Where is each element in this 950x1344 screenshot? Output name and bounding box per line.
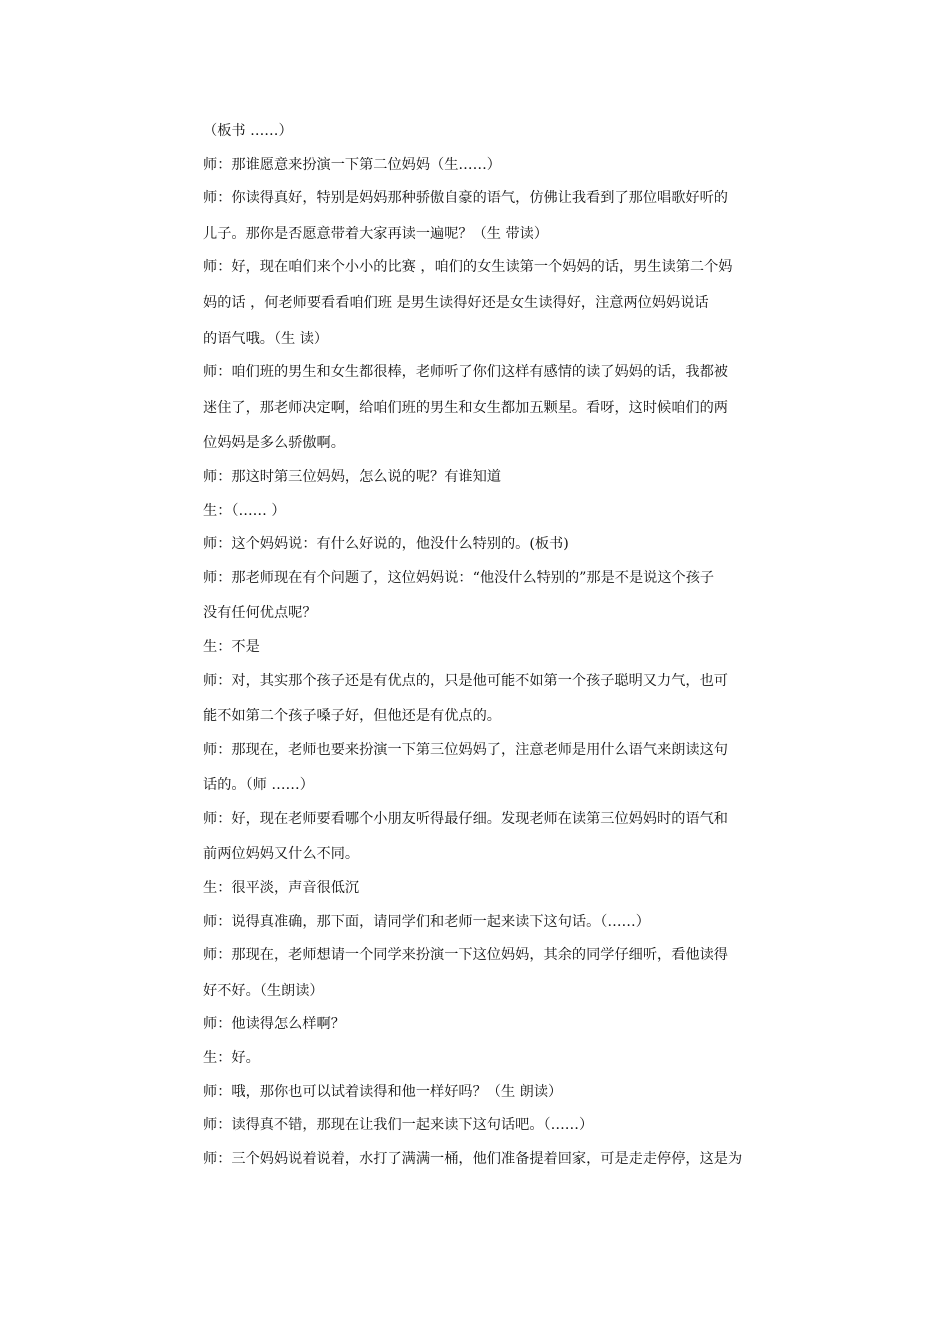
text-line: 儿子。那你是否愿意带着大家再读一遍呢？（生 带读） <box>203 225 549 242</box>
text-line: 位妈妈是多么骄傲啊。 <box>203 435 345 452</box>
text-line: （板书 ……） <box>203 123 293 139</box>
text-line: 师：这个妈妈说：有什么好说的，他没什么特别的。(板书) <box>203 536 569 553</box>
text-line: 生：好。 <box>203 1050 260 1067</box>
text-line: 生：（…… ） <box>203 502 286 519</box>
text-line: 师：三个妈妈说着说着，水打了满满一桶，他们准备提着回家，可是走走停停，这是为 <box>203 1150 743 1167</box>
text-line: 师：对，其实那个孩子还是有优点的，只是他可能不如第一个孩子聪明又力气，也可 <box>203 672 728 689</box>
text-line: 师：那现在，老师也要来扮演一下第三位妈妈了，注意老师是用什么语气来朗读这句 <box>203 741 728 758</box>
text-line: 迷住了，那老师决定啊，给咱们班的男生和女生都加五颗星。看呀，这时候咱们的两 <box>203 399 728 416</box>
text-line: 师：那这时第三位妈妈，怎么说的呢？有谁知道 <box>203 468 501 485</box>
text-line: 师：那现在，老师想请一个同学来扮演一下这位妈妈，其余的同学仔细听，看他读得 <box>203 947 728 964</box>
text-line: 师：读得真不错，那现在让我们一起来读下这句话吧。（……） <box>203 1117 594 1134</box>
text-line: 妈的话 ，何老师要看看咱们班 是男生读得好还是女生读得好，注意两位妈妈说话 <box>203 294 709 311</box>
text-line: 师：他读得怎么样啊？ <box>203 1016 345 1033</box>
text-line: 师：你读得真好，特别是妈妈那种骄傲自豪的语气，仿佛让我看到了那位唱歌好听的 <box>203 190 728 207</box>
text-line: 师：好，现在老师要看哪个小朋友听得最仔细。发现老师在读第三位妈妈时的语气和 <box>203 810 728 827</box>
text-line: 能不如第二个孩子嗓子好，但他还是有优点的。 <box>203 708 501 725</box>
text-line: 话的。（师 ……） <box>203 777 314 794</box>
text-line: 师：哦，那你也可以试着读得和他一样好吗？（生 朗读） <box>203 1083 563 1100</box>
text-line: 的语气哦。（生 读） <box>203 330 329 347</box>
text-line: 前两位妈妈又什么不同。 <box>203 846 360 863</box>
document-body <box>203 122 807 1168</box>
text-line: 师：那谁愿意来扮演一下第二位妈妈（生……） <box>203 156 501 173</box>
text-line: 没有任何优点呢？ <box>203 605 317 622</box>
text-line: 好不好。（生朗读） <box>203 982 324 999</box>
text-line: 师：那老师现在有个问题了，这位妈妈说：“他没什么特别的”那是不是说这个孩子 <box>203 569 715 586</box>
text-line: 生：很平淡，声音很低沉 <box>203 880 360 897</box>
text-line: 师：咱们班的男生和女生都很棒，老师听了你们这样有感情的读了妈妈的话，我都被 <box>203 364 728 381</box>
text-line: 师：好，现在咱们来个小小的比赛 ，咱们的女生读第一个妈妈的话，男生读第二个妈 <box>203 259 733 276</box>
text-line: 师：说得真准确，那下面，请同学们和老师一起来读下这句话。（……） <box>203 913 650 930</box>
text-line: 生：不是 <box>203 638 260 655</box>
